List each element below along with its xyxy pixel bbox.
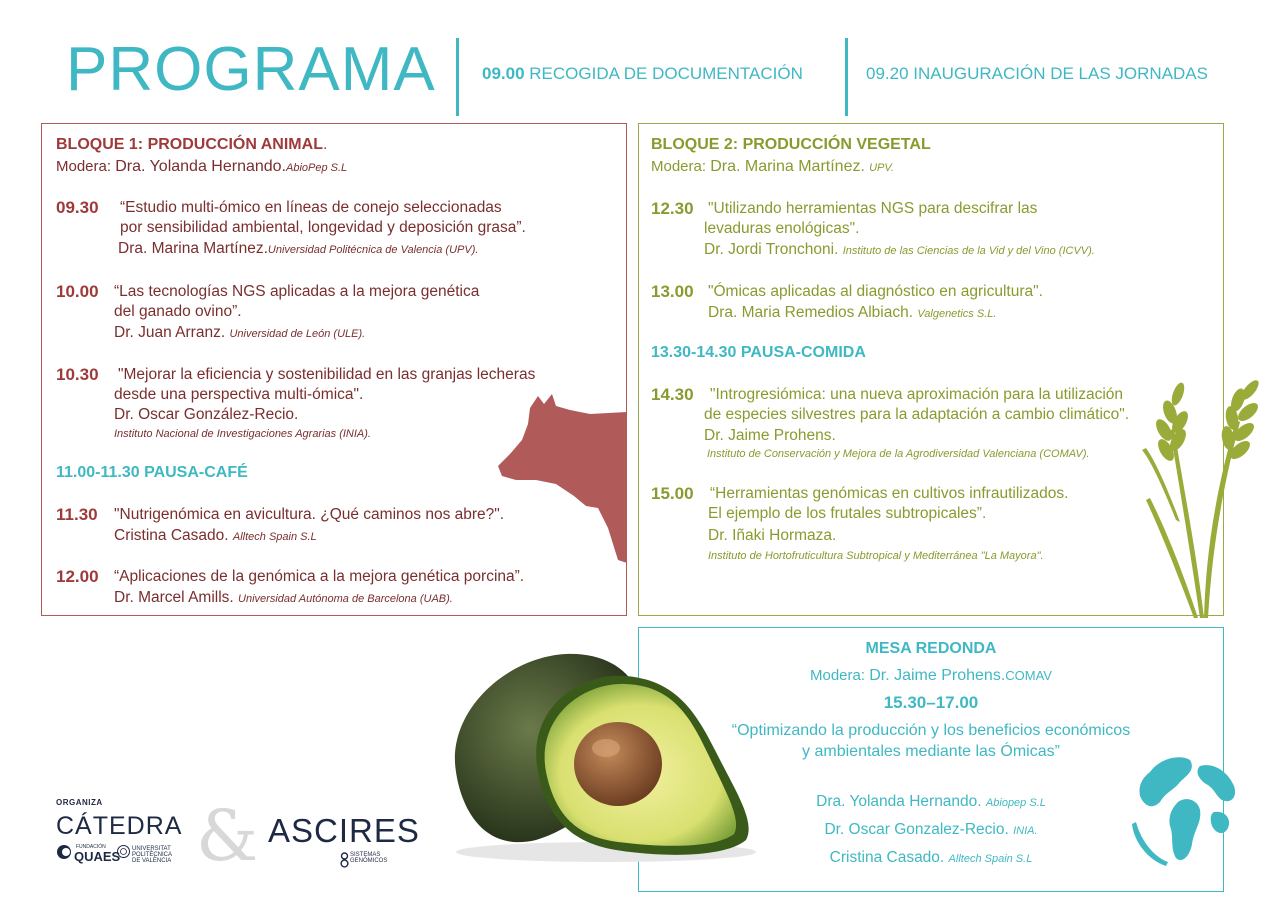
ascires-logo-text: ASCIRES <box>268 812 420 849</box>
header-item-registration <box>482 64 803 84</box>
speaker-affiliation: Instituto de las Ciencias de la Vid y del Vino (ICVV). <box>842 245 1095 257</box>
talk-title-line: "Mejorar la eficiencia y sostenibilidad en las granjas lecheras <box>118 366 536 383</box>
talk-time: 09.30 <box>56 198 99 217</box>
talk-title-line: del ganado ovino”. <box>114 303 242 320</box>
moderator-affiliation: COMAV <box>1005 668 1052 683</box>
talk-time: 14.30 <box>651 385 694 404</box>
organizer-label: ORGANIZA <box>56 798 103 807</box>
speaker-name: Dra. Maria Remedios Albiach. <box>708 304 914 321</box>
moderator-label: Modera: <box>651 158 711 175</box>
block1-title-suffix: . <box>322 136 328 153</box>
speaker-affiliation: Valgenetics S.L. <box>917 308 997 320</box>
talk-time: 10.00 <box>56 282 99 301</box>
speaker-affiliation: Instituto de Hortofruticultura Subtropical y Mediterránea "La Mayora". <box>708 550 1044 562</box>
speaker-affiliation: Universidad de León (ULE). <box>229 328 366 340</box>
roundtable-time: 15.30–17.00 <box>883 693 979 712</box>
speaker-name: Dr. Marcel Amills. <box>114 589 234 606</box>
moderator-affiliation: AbioPep S.L <box>286 162 348 174</box>
speaker-affiliation: Universidad Autónoma de Barcelona (UAB). <box>238 593 453 605</box>
speaker-name: Dr. Juan Arranz. <box>114 324 226 341</box>
panelist <box>638 793 1224 811</box>
lunch-break: 13.30-14.30 PAUSA-COMIDA <box>651 344 866 361</box>
talk-speaker <box>118 240 478 258</box>
talk-time: 10.30 <box>56 365 99 384</box>
block2-title: BLOQUE 2: PRODUCCIÓN VEGETAL <box>651 136 931 153</box>
roundtable-title: MESA REDONDA <box>865 640 997 657</box>
block2-moderator <box>651 158 894 176</box>
header-item-text: RECOGIDA DE DOCUMENTACIÓN <box>524 64 803 83</box>
talk-speaker <box>114 324 365 342</box>
talk-speaker <box>708 304 996 322</box>
talk-speaker <box>114 589 453 607</box>
panelist-affiliation: INIA. <box>1013 825 1038 837</box>
roundtable-topic-line: y ambientales mediante las Ómicas” <box>802 743 1060 760</box>
speaker-name: Dr. Jordi Tronchoni. <box>704 241 839 258</box>
cow-illustration <box>490 388 630 568</box>
ascires-subtitle <box>350 852 387 864</box>
talk-title-line: "Utilizando herramientas NGS para descifrar las <box>708 200 1038 217</box>
talk-time: 15.00 <box>651 484 694 503</box>
quaes-logo-icon <box>56 844 72 860</box>
talk-title-line: “Herramientas genómicas en cultivos infrautilizados. <box>710 485 1069 502</box>
talk-speaker <box>704 241 1095 259</box>
panelist-affiliation: Abiopep S.L <box>985 797 1046 809</box>
upv-seal-icon <box>117 845 130 858</box>
speaker-affiliation: Universidad Politécnica de Valencia (UPV). <box>267 244 479 256</box>
moderator-name: Dr. Jaime Prohens. <box>869 667 1006 684</box>
talk-speaker: Dr. Oscar González-Recio. <box>114 406 299 423</box>
talk-speaker: Dr. Jaime Prohens. <box>704 427 836 444</box>
quaes-foundation-label: FUNDACIÓN <box>76 844 106 850</box>
catedra-logo-text: CÁTEDRA <box>56 812 183 840</box>
ampersand: & <box>196 795 259 877</box>
panelist-name: Dra. Yolanda Hernando. <box>816 793 982 810</box>
moderator-affiliation: UPV. <box>869 162 894 174</box>
ascires-mark-icon <box>340 852 349 868</box>
talk-title-line: “Aplicaciones de la genómica a la mejora genética porcina”. <box>114 568 525 585</box>
roundtable-moderator <box>638 667 1224 685</box>
moderator-name: Dra. Marina Martínez. <box>710 158 865 175</box>
wheat-illustration <box>1140 350 1268 620</box>
talk-time: 13.00 <box>651 282 694 301</box>
talk-title-line: “Estudio multi-ómico en líneas de conejo seleccionadas <box>120 199 502 216</box>
quaes-logo-text: QUAES <box>74 849 121 864</box>
talk-title-line: desde una perspectiva multi-ómica". <box>114 386 364 403</box>
panelist <box>638 849 1224 867</box>
moderator-label: Modera: <box>810 667 870 684</box>
talk-time: 12.00 <box>56 567 99 586</box>
talk-title-line: "Introgresiómica: una nueva aproximación para la utilización <box>710 386 1124 403</box>
talk-speaker: Dr. Iñaki Hormaza. <box>708 527 837 544</box>
speaker-name: Dra. Marina Martínez. <box>118 240 268 257</box>
speaker-affiliation: Instituto Nacional de Investigaciones Agrarias (INIA). <box>114 428 371 440</box>
talk-title-line: “Las tecnologías NGS aplicadas a la mejora genética <box>114 283 480 300</box>
panelist-name: Cristina Casado. <box>829 849 945 866</box>
ascires-subtitle-line: SISTEMAS <box>350 852 381 858</box>
moderator-name: Dra. Yolanda Hernando. <box>115 158 286 175</box>
panelist-affiliation: Alltech Spain S.L <box>948 853 1033 865</box>
talk-speaker <box>114 527 317 545</box>
speaker-name: Cristina Casado. <box>114 527 229 544</box>
header-divider <box>456 38 459 116</box>
header-item-time: 09.00 <box>482 64 525 83</box>
talk-time: 12.30 <box>651 199 694 218</box>
header-item-opening: 09.20 INAUGURACIÓN DE LAS JORNADAS <box>866 64 1208 83</box>
upv-logo-text: UNIVERSITAT POLITÈCNICA DE VALÈNCIA <box>132 846 172 864</box>
speaker-affiliation: Instituto de Conservación y Mejora de la Agrodiversidad Valenciana (COMAV). <box>707 448 1090 460</box>
page-title: PROGRAMA <box>66 35 436 104</box>
roundtable-topic-line: “Optimizando la producción y los beneficios económicos <box>731 722 1131 739</box>
ascires-subtitle-line: GENÓMICOS <box>350 858 388 864</box>
talk-title-line: El ejemplo de los frutales subtropicales”. <box>708 505 987 522</box>
talk-title-line: "Nutrigenómica en avicultura. ¿Qué caminos nos abre?". <box>114 506 505 523</box>
talk-title-line: "Ómicas aplicadas al diagnóstico en agricultura". <box>708 283 1043 300</box>
moderator-label: Modera: <box>56 158 116 175</box>
talk-title-line: por sensibilidad ambiental, longevidad y deposición grasa”. <box>120 219 526 236</box>
panelist-name: Dr. Oscar Gonzalez-Recio. <box>824 821 1009 838</box>
block1-title-text: BLOQUE 1: PRODUCCIÓN ANIMAL <box>56 136 323 153</box>
header-divider <box>845 38 848 116</box>
talk-title-line: levaduras enológicas". <box>704 220 860 237</box>
coffee-break: 11.00-11.30 PAUSA-CAFÉ <box>56 464 248 481</box>
panelist <box>638 821 1224 839</box>
talk-title-line: de especies silvestres para la adaptación a cambio climático". <box>704 406 1130 423</box>
block1-title <box>56 136 327 154</box>
talk-time: 11.30 <box>56 505 98 524</box>
block1-moderator <box>56 158 347 176</box>
speaker-affiliation: Alltech Spain S.L <box>232 531 317 543</box>
